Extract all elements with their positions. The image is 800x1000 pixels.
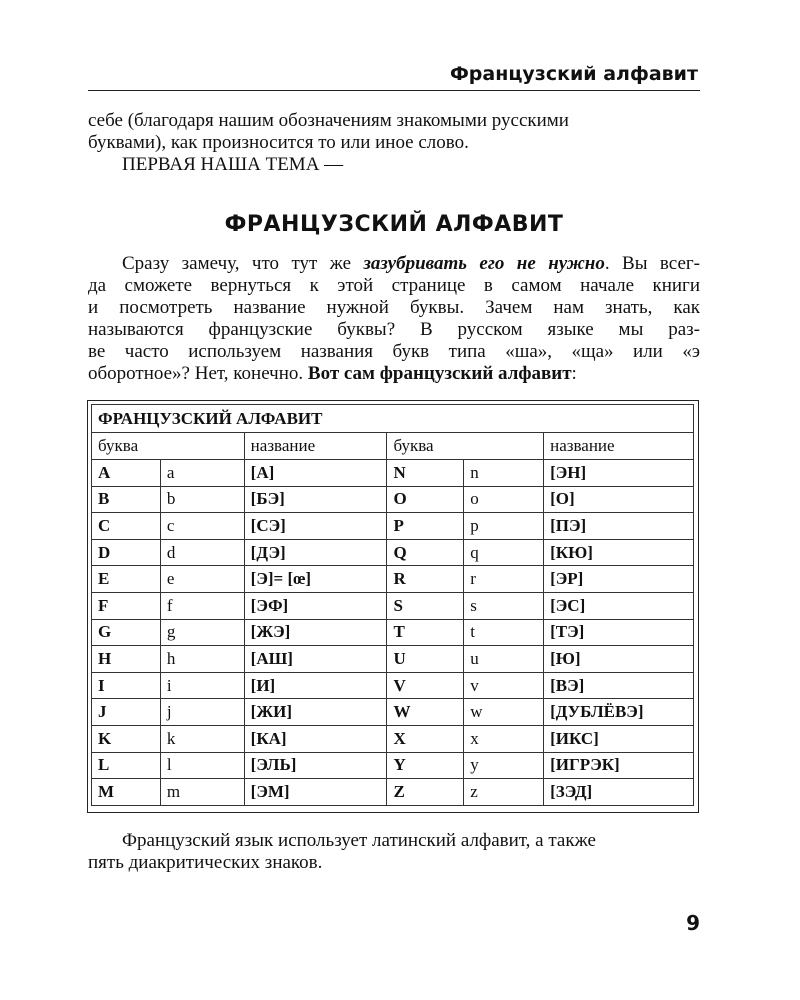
uppercase-letter: U <box>387 646 464 673</box>
uppercase-letter: B <box>92 486 161 513</box>
letter-name: [ЭР] <box>544 566 694 593</box>
alphabet-table-frame <box>87 400 699 813</box>
table-row <box>92 672 694 699</box>
body-line-6 <box>88 363 700 385</box>
lowercase-letter: x <box>464 725 544 752</box>
intro-line-1: себе (благодаря нашим обозначениям знакомыми русскими <box>88 110 569 131</box>
column-header: буква <box>92 433 245 460</box>
letter-name: [ЖИ] <box>244 699 387 726</box>
lowercase-letter: g <box>160 619 244 646</box>
uppercase-letter: V <box>387 672 464 699</box>
uppercase-letter: J <box>92 699 161 726</box>
closing-line-2: пять диакритических знаков. <box>88 852 323 873</box>
lowercase-letter: t <box>464 619 544 646</box>
lowercase-letter: j <box>160 699 244 726</box>
uppercase-letter: F <box>92 592 161 619</box>
bold-text: Вот сам французский алфавит <box>307 363 572 384</box>
page-number: 9 <box>686 911 700 935</box>
uppercase-letter: W <box>387 699 464 726</box>
lowercase-letter: i <box>160 672 244 699</box>
lowercase-letter: z <box>464 779 544 806</box>
lowercase-letter: c <box>160 513 244 540</box>
uppercase-letter: Q <box>387 539 464 566</box>
uppercase-letter: G <box>92 619 161 646</box>
lowercase-letter: u <box>464 646 544 673</box>
body-line-4: называются французские буквы? В русском языке мы раз- <box>88 319 700 340</box>
body-line-2: да сможете вернуться к этой странице в самом начале книги <box>88 275 700 296</box>
table-row <box>92 460 694 487</box>
uppercase-letter: E <box>92 566 161 593</box>
letter-name: [КЮ] <box>544 539 694 566</box>
uppercase-letter: D <box>92 539 161 566</box>
letter-name: [ЭН] <box>544 460 694 487</box>
letter-name: [Ю] <box>544 646 694 673</box>
letter-name: [Э]= [œ] <box>244 566 387 593</box>
lowercase-letter: w <box>464 699 544 726</box>
letter-name: [ДУБЛЁВЭ] <box>544 699 694 726</box>
intro-line-2: буквами), как произносится то или иное слово. <box>88 132 469 153</box>
uppercase-letter: N <box>387 460 464 487</box>
letter-name: [ЖЭ] <box>244 619 387 646</box>
intro-line-3: ПЕРВАЯ НАША ТЕМА — <box>122 154 344 175</box>
lowercase-letter: q <box>464 539 544 566</box>
lowercase-letter: v <box>464 672 544 699</box>
running-header <box>88 60 700 91</box>
lowercase-letter: d <box>160 539 244 566</box>
uppercase-letter: I <box>92 672 161 699</box>
uppercase-letter: R <box>387 566 464 593</box>
lowercase-letter: b <box>160 486 244 513</box>
table-header-row <box>92 433 694 460</box>
emphasis-text: зазубривать его не нужно <box>363 253 605 274</box>
table-row <box>92 566 694 593</box>
table-caption-row <box>92 405 694 433</box>
table-caption: ФРАНЦУЗСКИЙ АЛФАВИТ <box>92 405 694 433</box>
lowercase-letter: p <box>464 513 544 540</box>
running-title: Французский алфавит <box>449 63 698 85</box>
lowercase-letter: r <box>464 566 544 593</box>
uppercase-letter: H <box>92 646 161 673</box>
uppercase-letter: M <box>92 779 161 806</box>
letter-name: [ВЭ] <box>544 672 694 699</box>
letter-name: [И] <box>244 672 387 699</box>
table-row <box>92 699 694 726</box>
table-row <box>92 539 694 566</box>
lowercase-letter: e <box>160 566 244 593</box>
uppercase-letter: L <box>92 752 161 779</box>
closing-line-1: Французский язык использует латинский алфавит, а также <box>122 830 596 851</box>
letter-name: [ПЭ] <box>544 513 694 540</box>
letter-name: [ЗЭД] <box>544 779 694 806</box>
alphabet-table <box>91 404 694 806</box>
letter-name: [ДЭ] <box>244 539 387 566</box>
body-text: : <box>571 363 577 384</box>
lowercase-letter: k <box>160 725 244 752</box>
uppercase-letter: C <box>92 513 161 540</box>
letter-name: [ТЭ] <box>544 619 694 646</box>
column-header: буква <box>387 433 544 460</box>
uppercase-letter: Y <box>387 752 464 779</box>
body-line-1 <box>88 253 700 275</box>
lowercase-letter: f <box>160 592 244 619</box>
table-row <box>92 779 694 806</box>
lowercase-letter: a <box>160 460 244 487</box>
uppercase-letter: T <box>387 619 464 646</box>
table-row <box>92 752 694 779</box>
letter-name: [БЭ] <box>244 486 387 513</box>
letter-name: [О] <box>544 486 694 513</box>
body-text: Сразу замечу, что тут же <box>122 253 364 274</box>
letter-name: [КА] <box>244 725 387 752</box>
body-text: . Вы всег- <box>604 253 700 274</box>
body-paragraph <box>88 253 700 385</box>
closing-paragraph <box>88 830 700 874</box>
uppercase-letter: A <box>92 460 161 487</box>
lowercase-letter: s <box>464 592 544 619</box>
intro-paragraph <box>88 110 700 176</box>
lowercase-letter: n <box>464 460 544 487</box>
table-row <box>92 486 694 513</box>
lowercase-letter: h <box>160 646 244 673</box>
letter-name: [ЭЛЬ] <box>244 752 387 779</box>
letter-name: [ИГРЭК] <box>544 752 694 779</box>
uppercase-letter: K <box>92 725 161 752</box>
column-header: название <box>244 433 387 460</box>
letter-name: [СЭ] <box>244 513 387 540</box>
table-row <box>92 513 694 540</box>
column-header: название <box>544 433 694 460</box>
table-row <box>92 646 694 673</box>
lowercase-letter: m <box>160 779 244 806</box>
body-text: оборотное»? Нет, конечно. <box>88 363 308 384</box>
letter-name: [А] <box>244 460 387 487</box>
body-line-3: и посмотреть название нужной буквы. Зачем нам знать, как <box>88 297 700 318</box>
uppercase-letter: P <box>387 513 464 540</box>
uppercase-letter: S <box>387 592 464 619</box>
uppercase-letter: Z <box>387 779 464 806</box>
lowercase-letter: l <box>160 752 244 779</box>
letter-name: [ИКС] <box>544 725 694 752</box>
table-row <box>92 592 694 619</box>
body-line-5: ве часто используем названия букв типа «ша», «ща» или «э <box>88 341 700 362</box>
table-row <box>92 619 694 646</box>
table-row <box>92 725 694 752</box>
uppercase-letter: X <box>387 725 464 752</box>
uppercase-letter: O <box>387 486 464 513</box>
letter-name: [АШ] <box>244 646 387 673</box>
letter-name: [ЭМ] <box>244 779 387 806</box>
lowercase-letter: y <box>464 752 544 779</box>
letter-name: [ЭФ] <box>244 592 387 619</box>
section-title: ФРАНЦУЗСКИЙ АЛФАВИТ <box>224 212 564 237</box>
letter-name: [ЭС] <box>544 592 694 619</box>
lowercase-letter: o <box>464 486 544 513</box>
